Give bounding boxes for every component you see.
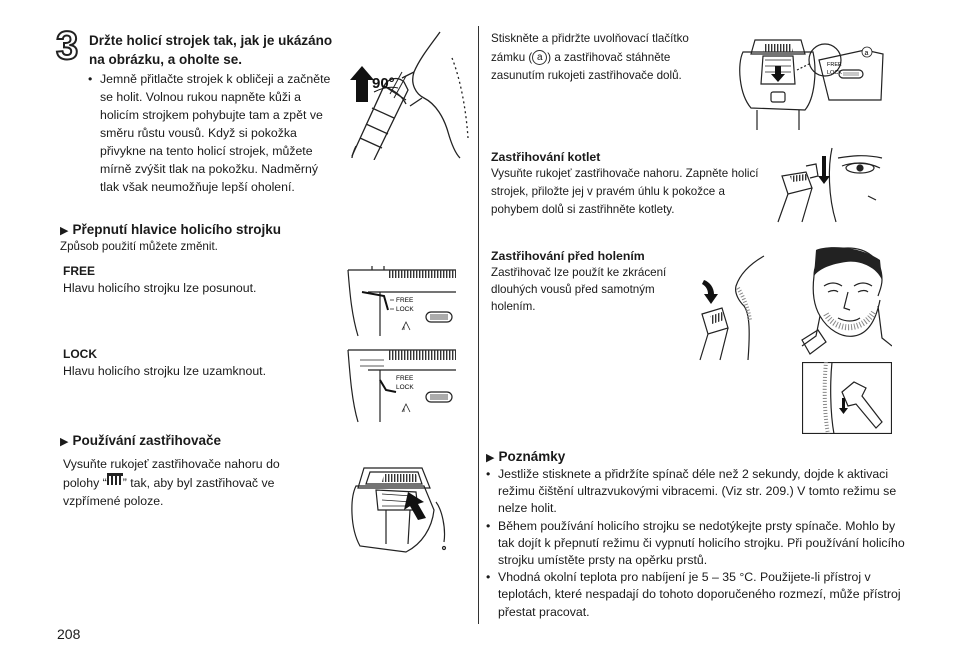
preshave-neck-illustration: [694, 254, 772, 362]
triangle-bullet-icon: ▶: [60, 225, 69, 237]
step-title: Držte holicí strojek tak, jak je ukázáno na obrázku, a oholte se.: [89, 33, 333, 67]
down-curved-arrow-icon: [702, 280, 718, 304]
down-arrow-icon: [818, 156, 830, 184]
preshave-text: Zastřihovač lze použít ke zkrácení dlouhých vousů před samotným holením.: [491, 266, 667, 313]
angle-label: 90°: [372, 75, 395, 92]
notes-list: [486, 466, 906, 621]
switch-lock-illustration: [344, 346, 460, 424]
trimmer-heading: ▶ Používání zastřihovače: [60, 432, 221, 451]
down-arrow-icon: [771, 66, 785, 82]
column-divider: [478, 26, 479, 624]
free-switch-label: FREE: [396, 297, 414, 304]
trimmer-up-illustration: [346, 458, 454, 556]
trimmer-text: Vysuňte rukojeť zastřihovače nahoru do polohy “ ” tak, aby byl zastřihovač ve vzpřímené poloze.: [63, 457, 280, 508]
trimmer-release-illustration: [735, 34, 885, 132]
triangle-bullet-icon: ▶: [60, 436, 69, 448]
free-text: Hlavu holicího strojku lze posunout.: [63, 281, 257, 295]
lock-switch-label: LOCK: [396, 384, 414, 391]
step-instructions: [88, 70, 338, 196]
down-arrow-icon: [839, 398, 848, 414]
note-item: • Během používání holicího strojku se nedotýkejte prsty spínače. Mohlo by tak dojít k přepnutí režimu či vypnutí holicího strojku. Při používání holicího strojku umístěte prsty na opěrku prstů.: [486, 518, 906, 570]
lock-title: LOCK: [63, 347, 97, 361]
note-item: • Vhodná okolní teplota pro nabíjení je 5 – 35 °C. Použijete-li přístroj v teplotách, které nespadají do tohoto doporučeného rozmezí, může přístroj přestat pracovat.: [486, 569, 906, 621]
sideburns-text: Vysuňte rukojeť zastřihovače nahoru. Zapněte holicí strojek, přiložte jej v pravém úhlu k pokožce a pohybem dolů si zastřihněte kotlety.: [491, 167, 759, 216]
free-switch-label: FREE: [396, 375, 414, 382]
preshave-title: Zastřihování před holením: [491, 249, 645, 263]
inset-free-label: FREE: [827, 62, 842, 68]
page-number: 208: [57, 626, 81, 642]
up-arrow-icon: [404, 492, 426, 520]
lock-switch-label: LOCK: [396, 306, 414, 313]
notes-heading: ▶ Poznámky: [486, 448, 565, 467]
switch-heading: ▶ Přepnutí hlavice holicího strojku: [60, 221, 281, 240]
note-item: • Jestliže stisknete a přidržíte spínač déle než 2 sekundy, dojde k aktivaci režimu čištění ultrazvukovými vibracemi. (Viz str. 209.) V tomto režimu se nelze holit.: [486, 466, 906, 518]
release-text: Stiskněte a přidržte uvolňovací tlačítko zámku ( a ) a zastřihovač stáhněte zasunutím rukojeti zastřihovače dolů.: [491, 32, 689, 82]
switch-intro: Způsob použití můžete změnit.: [60, 240, 218, 253]
sideburns-title: Zastřihování kotlet: [491, 150, 601, 164]
step-bullet: • Jemně přitlačte strojek k obličeji a začněte se holit. Volnou rukou napněte kůži a holicím strojkem pohybujte tam a zpět ve směru růstu vousů. Když si pokožka přivykne na tento holicí strojek, můžete mírně zvýšit tlak na pokožku. Nadměrný tlak však neumožňuje lepší oholení.: [88, 70, 338, 196]
up-arrow-icon: [350, 66, 374, 102]
sideburns-trim-illustration: [772, 146, 888, 224]
shaving-angle-illustration: [344, 28, 470, 160]
preshave-face-illustration: [796, 246, 892, 362]
inset-lock-label: LOCK: [827, 70, 842, 76]
switch-free-illustration: [344, 266, 460, 338]
lock-text: Hlavu holicího strojku lze uzamknout.: [63, 364, 266, 378]
trimmer-glyph-icon: [107, 473, 123, 485]
triangle-bullet-icon: ▶: [486, 452, 495, 464]
step-number: 3: [56, 24, 78, 68]
callout-a: a: [532, 50, 547, 65]
preshave-trimmer-closeup: [802, 362, 892, 434]
free-title: FREE: [63, 264, 96, 278]
inset-callout-a: a: [864, 50, 869, 57]
